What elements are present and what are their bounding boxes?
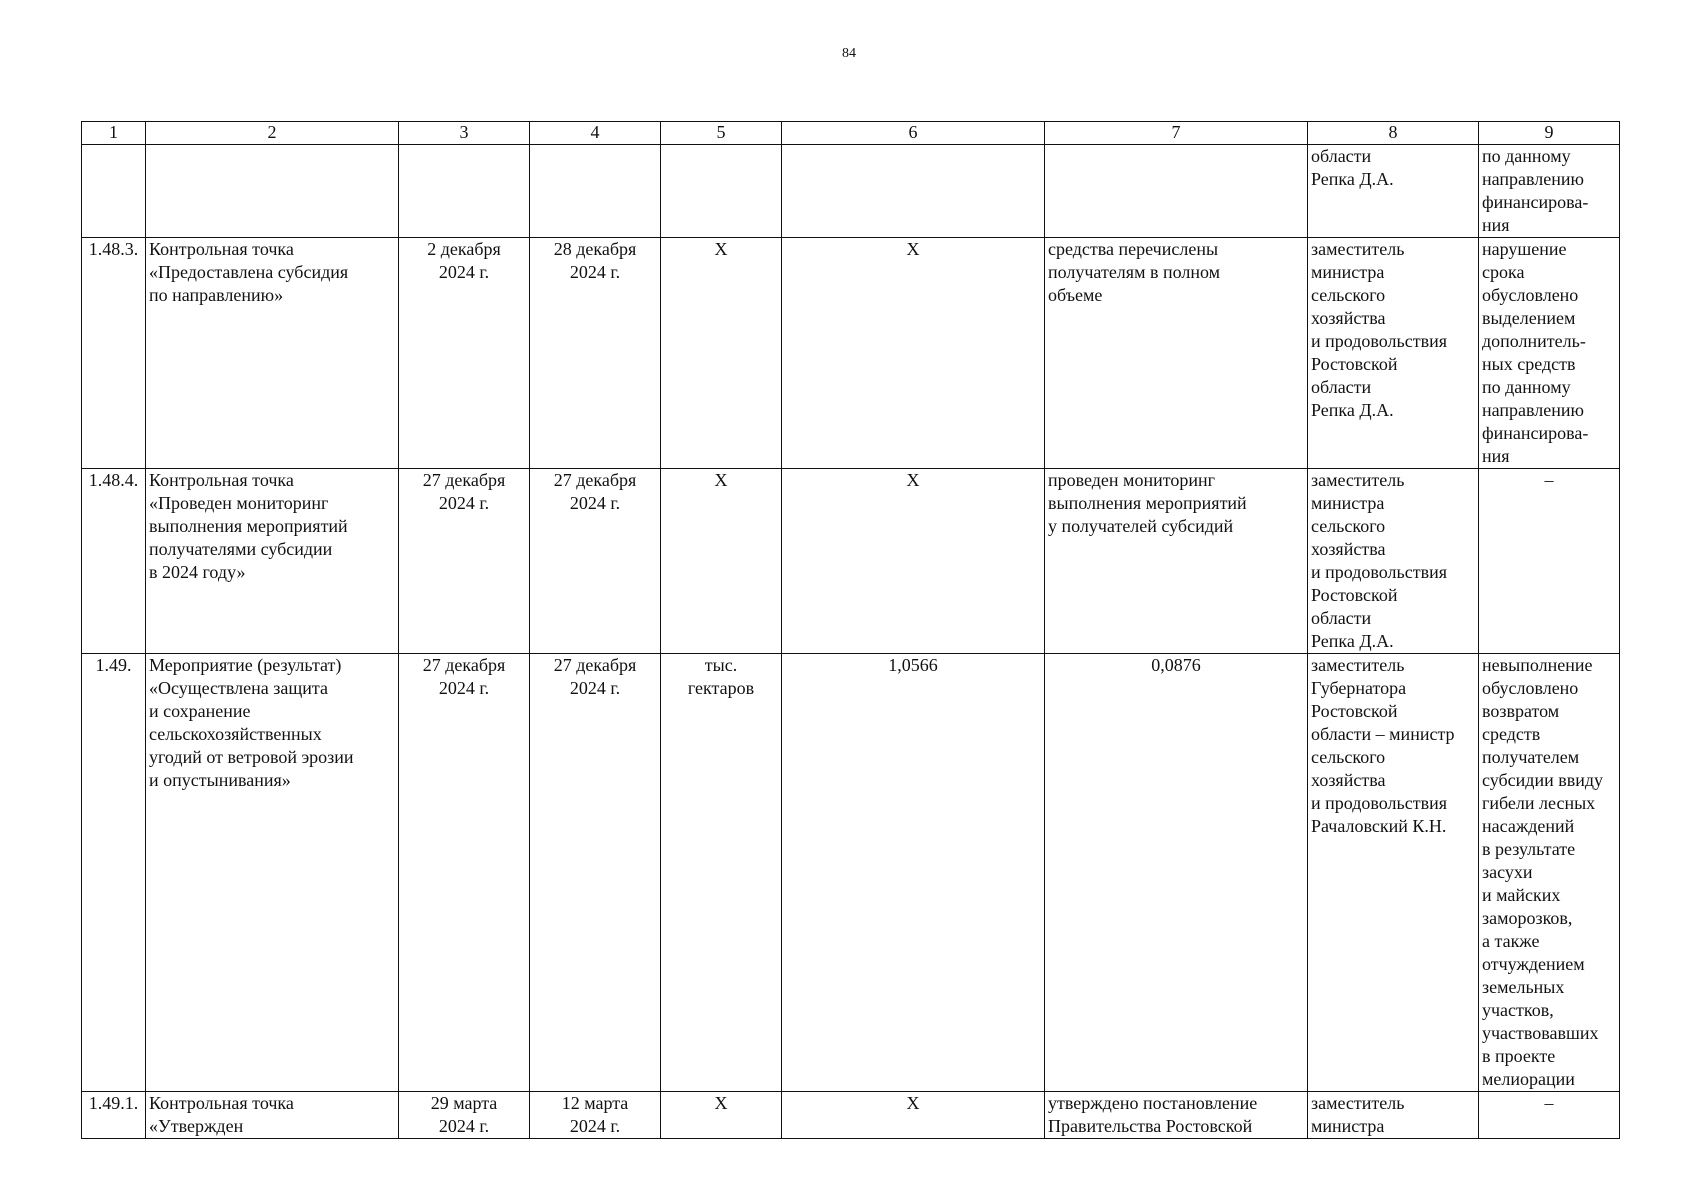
- table-row: [82, 145, 1620, 238]
- row-plan-value: [782, 145, 1045, 238]
- column-header: 9: [1479, 122, 1620, 145]
- row-end-date: 27 декабря 2024 г.: [530, 469, 661, 654]
- row-number: 1.49.: [82, 654, 146, 1092]
- row-unit: [661, 145, 782, 238]
- row-start-date: 27 декабря 2024 г.: [399, 469, 530, 654]
- row-name: Контрольная точка «Утвержден: [146, 1092, 399, 1139]
- row-responsible: области Репка Д.А.: [1308, 145, 1479, 238]
- column-header: 2: [146, 122, 399, 145]
- column-header: 8: [1308, 122, 1479, 145]
- row-name: [146, 145, 399, 238]
- row-plan-value: 1,0566: [782, 654, 1045, 1092]
- row-responsible: заместитель министра: [1308, 1092, 1479, 1139]
- row-fact-value: проведен мониторинг выполнения мероприятий у получателей субсидий: [1045, 469, 1308, 654]
- row-unit: X: [661, 1092, 782, 1139]
- row-number: 1.49.1.: [82, 1092, 146, 1139]
- table-row: [82, 238, 1620, 469]
- column-header: 5: [661, 122, 782, 145]
- row-note: нарушение срока обусловлено выделением дополнитель- ных средств по данному направлению финансирова- ния: [1479, 238, 1620, 469]
- row-note: –: [1479, 469, 1620, 654]
- row-fact-value: 0,0876: [1045, 654, 1308, 1092]
- row-name: Контрольная точка «Предоставлена субсидия по направлению»: [146, 238, 399, 469]
- row-unit: тыс. гектаров: [661, 654, 782, 1092]
- table-row: [82, 469, 1620, 654]
- row-note: по данному направлению финансирова- ния: [1479, 145, 1620, 238]
- row-unit: X: [661, 238, 782, 469]
- row-plan-value: X: [782, 1092, 1045, 1139]
- page-number: 84: [842, 46, 856, 61]
- row-note: невыполнение обусловлено возвратом средств получателем субсидии ввиду гибели лесных насаждений в результате засухи и майских заморозков, а также отчуждением земельных участков, участвовавших в проекте мелиорации: [1479, 654, 1620, 1092]
- row-plan-value: X: [782, 469, 1045, 654]
- table-row: [82, 1092, 1620, 1139]
- row-number: 1.48.3.: [82, 238, 146, 469]
- row-name: Контрольная точка «Проведен мониторинг выполнения мероприятий получателями субсидии в 2024 году»: [146, 469, 399, 654]
- row-fact-value: средства перечислены получателям в полном объеме: [1045, 238, 1308, 469]
- row-fact-value: утверждено постановление Правительства Ростовской: [1045, 1092, 1308, 1139]
- row-start-date: [399, 145, 530, 238]
- row-end-date: 28 декабря 2024 г.: [530, 238, 661, 469]
- row-start-date: 2 декабря 2024 г.: [399, 238, 530, 469]
- column-header: 6: [782, 122, 1045, 145]
- table-row: [82, 654, 1620, 1092]
- column-header: 4: [530, 122, 661, 145]
- row-name: Мероприятие (результат) «Осуществлена защита и сохранение сельскохозяйственных угодий от ветровой эрозии и опустынивания»: [146, 654, 399, 1092]
- row-unit: X: [661, 469, 782, 654]
- column-header: 7: [1045, 122, 1308, 145]
- header-row: [82, 122, 1620, 145]
- row-plan-value: X: [782, 238, 1045, 469]
- row-end-date: 27 декабря 2024 г.: [530, 654, 661, 1092]
- column-header: 3: [399, 122, 530, 145]
- row-end-date: 12 марта 2024 г.: [530, 1092, 661, 1139]
- row-number: 1.48.4.: [82, 469, 146, 654]
- row-end-date: [530, 145, 661, 238]
- row-note: –: [1479, 1092, 1620, 1139]
- report-table: [81, 121, 1620, 1139]
- row-start-date: 29 марта 2024 г.: [399, 1092, 530, 1139]
- row-number: [82, 145, 146, 238]
- row-responsible: заместитель Губернатора Ростовской области – министр сельского хозяйства и продовольствия Рачаловский К.Н.: [1308, 654, 1479, 1092]
- row-responsible: заместитель министра сельского хозяйства и продовольствия Ростовской области Репка Д.А.: [1308, 238, 1479, 469]
- column-header: 1: [82, 122, 146, 145]
- row-start-date: 27 декабря 2024 г.: [399, 654, 530, 1092]
- row-responsible: заместитель министра сельского хозяйства и продовольствия Ростовской области Репка Д.А.: [1308, 469, 1479, 654]
- row-fact-value: [1045, 145, 1308, 238]
